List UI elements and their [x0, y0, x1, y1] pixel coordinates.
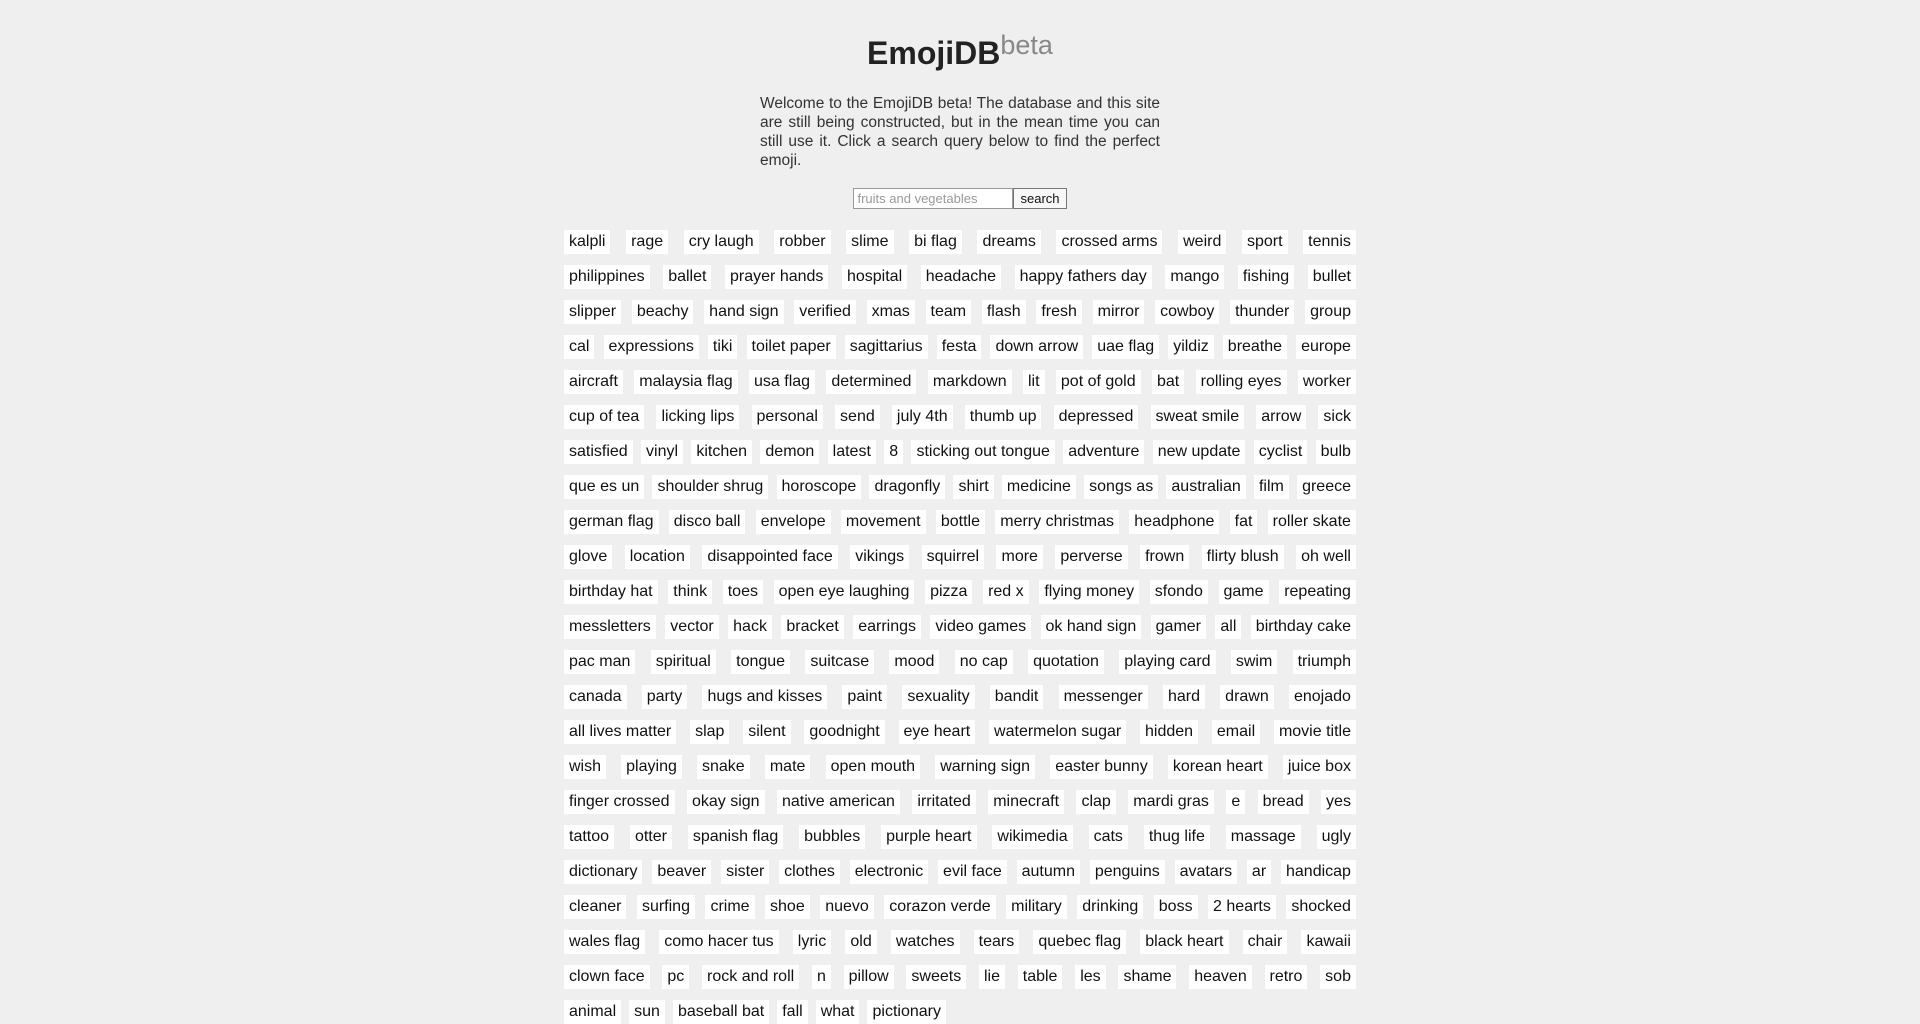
search-query-tag[interactable]: autumn	[1017, 860, 1080, 884]
search-query-tag[interactable]: kitchen	[691, 440, 752, 464]
search-query-tag[interactable]: toes	[723, 580, 763, 604]
search-query-tag[interactable]: bulb	[1316, 440, 1356, 464]
search-query-tag[interactable]: que es un	[564, 475, 644, 499]
search-query-tag[interactable]: pizza	[925, 580, 972, 604]
search-query-tag[interactable]: location	[625, 545, 690, 569]
search-query-tag[interactable]: fishing	[1238, 265, 1294, 289]
search-query-tag[interactable]: earrings	[853, 615, 921, 639]
search-query-tag[interactable]: boss	[1154, 895, 1198, 919]
search-query-tag[interactable]: dragonfly	[869, 475, 945, 499]
search-query-tag[interactable]: weird	[1178, 230, 1226, 254]
search-query-tag[interactable]: determined	[826, 370, 916, 394]
search-query-tag[interactable]: flash	[982, 300, 1026, 324]
search-query-tag[interactable]: playing card	[1119, 650, 1215, 674]
search-query-tag[interactable]: ok hand sign	[1041, 615, 1142, 639]
search-query-tag[interactable]: all lives matter	[564, 720, 676, 744]
search-query-tag[interactable]: australian	[1166, 475, 1245, 499]
search-query-tag[interactable]: hugs and kisses	[702, 685, 827, 709]
search-query-tag[interactable]: send	[835, 405, 880, 429]
search-query-tag[interactable]: horoscope	[777, 475, 862, 499]
search-query-tag[interactable]: surfing	[637, 895, 695, 919]
search-query-tag[interactable]: sexuality	[902, 685, 974, 709]
search-query-tag[interactable]: yes	[1321, 790, 1356, 814]
search-query-tag[interactable]: rock and roll	[702, 965, 799, 989]
search-query-tag[interactable]: beachy	[632, 300, 694, 324]
search-query-tag[interactable]: mate	[765, 755, 811, 779]
search-query-tag[interactable]: team	[926, 300, 972, 324]
search-query-tag[interactable]: film	[1254, 475, 1289, 499]
search-query-tag[interactable]: latest	[828, 440, 876, 464]
search-query-tag[interactable]: tongue	[731, 650, 790, 674]
search-query-tag[interactable]: satisfied	[564, 440, 633, 464]
search-query-tag[interactable]: swim	[1231, 650, 1277, 674]
search-query-tag[interactable]: paint	[842, 685, 887, 709]
search-query-tag[interactable]: cats	[1089, 825, 1128, 849]
search-query-tag[interactable]: 8	[884, 440, 903, 464]
search-query-tag[interactable]: squirrel	[922, 545, 984, 569]
search-query-tag[interactable]: shoe	[765, 895, 810, 919]
search-query-tag[interactable]: wikimedia	[992, 825, 1072, 849]
search-query-tag[interactable]: german flag	[564, 510, 659, 534]
search-query-tag[interactable]: hospital	[842, 265, 907, 289]
search-query-tag[interactable]: group	[1305, 300, 1356, 324]
search-query-tag[interactable]: corazon verde	[884, 895, 995, 919]
search-query-tag[interactable]: glove	[564, 545, 612, 569]
search-query-tag[interactable]: think	[668, 580, 712, 604]
search-query-tag[interactable]: songs as	[1084, 475, 1158, 499]
search-query-tag[interactable]: nuevo	[820, 895, 874, 919]
search-query-tag[interactable]: sticking out tongue	[911, 440, 1054, 464]
search-query-tag[interactable]: mirror	[1093, 300, 1145, 324]
search-query-tag[interactable]: spiritual	[651, 650, 716, 674]
search-query-tag[interactable]: watches	[891, 930, 960, 954]
search-query-tag[interactable]: down arrow	[990, 335, 1083, 359]
search-query-tag[interactable]: pc	[662, 965, 689, 989]
search-query-tag[interactable]: disappointed face	[702, 545, 837, 569]
search-query-tag[interactable]: thunder	[1230, 300, 1294, 324]
search-query-tag[interactable]: sick	[1318, 405, 1356, 429]
search-query-tag[interactable]: heaven	[1189, 965, 1252, 989]
search-query-tag[interactable]: canada	[564, 685, 627, 709]
search-query-tag[interactable]: flirty blush	[1202, 545, 1284, 569]
search-query-tag[interactable]: les	[1075, 965, 1105, 989]
search-query-tag[interactable]: sport	[1242, 230, 1288, 254]
search-query-tag[interactable]: arrow	[1256, 405, 1306, 429]
search-query-tag[interactable]: purple heart	[881, 825, 976, 849]
search-query-tag[interactable]: massage	[1226, 825, 1301, 849]
search-query-tag[interactable]: philippines	[564, 265, 650, 289]
search-query-tag[interactable]: pot of gold	[1056, 370, 1141, 394]
search-query-tag[interactable]: electronic	[850, 860, 928, 884]
search-query-tag[interactable]: xmas	[867, 300, 915, 324]
search-query-tag[interactable]: prayer hands	[725, 265, 828, 289]
search-query-tag[interactable]: sweets	[906, 965, 966, 989]
search-query-tag[interactable]: cowboy	[1155, 300, 1219, 324]
search-query-tag[interactable]: rolling eyes	[1196, 370, 1287, 394]
search-query-tag[interactable]: slipper	[564, 300, 621, 324]
search-query-tag[interactable]: hidden	[1140, 720, 1198, 744]
search-query-tag[interactable]: rage	[626, 230, 668, 254]
search-query-tag[interactable]: shame	[1118, 965, 1176, 989]
search-query-tag[interactable]: bubbles	[799, 825, 865, 849]
search-query-tag[interactable]: kalpli	[564, 230, 610, 254]
search-query-tag[interactable]: robber	[774, 230, 830, 254]
search-query-tag[interactable]: fall	[777, 1000, 807, 1024]
search-query-tag[interactable]: happy fathers day	[1015, 265, 1152, 289]
search-query-tag[interactable]: juice box	[1283, 755, 1356, 779]
search-query-tag[interactable]: watermelon sugar	[989, 720, 1126, 744]
search-query-tag[interactable]: july 4th	[892, 405, 953, 429]
search-query-tag[interactable]: lie	[979, 965, 1005, 989]
search-query-tag[interactable]: military	[1006, 895, 1067, 919]
search-query-tag[interactable]: snake	[697, 755, 750, 779]
search-query-tag[interactable]: easter bunny	[1050, 755, 1153, 779]
search-query-tag[interactable]: all	[1215, 615, 1241, 639]
search-query-tag[interactable]: bread	[1258, 790, 1309, 814]
search-query-tag[interactable]: drinking	[1077, 895, 1143, 919]
search-query-tag[interactable]: disco ball	[669, 510, 746, 534]
search-query-tag[interactable]: 2 hearts	[1208, 895, 1276, 919]
search-query-tag[interactable]: open mouth	[826, 755, 921, 779]
search-query-tag[interactable]: vikings	[850, 545, 909, 569]
search-query-tag[interactable]: irritated	[912, 790, 975, 814]
search-query-tag[interactable]: malaysia flag	[634, 370, 737, 394]
search-query-tag[interactable]: cyclist	[1254, 440, 1308, 464]
search-query-tag[interactable]: expressions	[604, 335, 699, 359]
page-title	[564, 24, 1356, 74]
search-query-tag[interactable]: adventure	[1063, 440, 1144, 464]
search-query-tag[interactable]: more	[996, 545, 1042, 569]
search-query-tag[interactable]: native american	[777, 790, 900, 814]
search-query-tag[interactable]: quotation	[1028, 650, 1104, 674]
search-query-tag[interactable]: lit	[1023, 370, 1045, 394]
search-query-tag[interactable]: red x	[983, 580, 1029, 604]
search-query-tag[interactable]: movie title	[1274, 720, 1356, 744]
search-query-tag[interactable]: ugly	[1317, 825, 1356, 849]
search-query-tag[interactable]: tennis	[1303, 230, 1356, 254]
search-query-tag[interactable]: sun	[629, 1000, 665, 1024]
search-query-tag[interactable]: cry laugh	[684, 230, 759, 254]
search-query-tag[interactable]: toilet paper	[747, 335, 836, 359]
search-query-tag[interactable]: sweat smile	[1151, 405, 1245, 429]
search-query-tag[interactable]: roller skate	[1268, 510, 1356, 534]
search-query-tag[interactable]: kawaii	[1301, 930, 1355, 954]
search-query-tag[interactable]: repeating	[1279, 580, 1356, 604]
search-query-tag[interactable]: n	[812, 965, 831, 989]
search-query-tag[interactable]: party	[642, 685, 688, 709]
search-query-tag[interactable]: greece	[1297, 475, 1356, 499]
search-query-tag[interactable]: mardi gras	[1128, 790, 1214, 814]
search-query-tag[interactable]: merry christmas	[995, 510, 1119, 534]
search-query-tag[interactable]: headphone	[1129, 510, 1219, 534]
search-query-tag[interactable]: flying money	[1039, 580, 1139, 604]
search-query-tag[interactable]: no cap	[955, 650, 1013, 674]
search-query-tag[interactable]: frown	[1140, 545, 1189, 569]
search-query-tag[interactable]: game	[1219, 580, 1269, 604]
search-query-tag[interactable]: crime	[705, 895, 754, 919]
search-query-tag[interactable]: thumb up	[965, 405, 1042, 429]
search-query-tag[interactable]: thug life	[1144, 825, 1210, 849]
search-query-tag[interactable]: birthday hat	[564, 580, 658, 604]
search-query-tag[interactable]: video games	[930, 615, 1031, 639]
search-query-tag[interactable]: new update	[1153, 440, 1246, 464]
search-query-tag[interactable]: vector	[665, 615, 719, 639]
search-query-tag[interactable]: spanish flag	[688, 825, 783, 849]
search-query-tag[interactable]: silent	[743, 720, 790, 744]
search-query-tag[interactable]: evil face	[938, 860, 1007, 884]
search-query-tag[interactable]: playing	[621, 755, 682, 779]
search-query-tag[interactable]: pac man	[564, 650, 635, 674]
welcome-text: Welcome to the EmojiDB beta! The database and this site are still being constructed, but in the mean time you can still use it. Click a search query below to find the perfect emoji.	[760, 95, 1160, 169]
search-query-tag[interactable]: minecraft	[988, 790, 1064, 814]
search-query-tag[interactable]: retro	[1265, 965, 1308, 989]
search-query-tag[interactable]: ar	[1247, 860, 1271, 884]
search-query-tag[interactable]: oh well	[1296, 545, 1356, 569]
search-query-tag[interactable]: worker	[1298, 370, 1356, 394]
search-query-tag[interactable]: dictionary	[564, 860, 642, 884]
search-query-tag[interactable]: okay sign	[687, 790, 765, 814]
search-query-tag[interactable]: uae flag	[1092, 335, 1159, 359]
search-query-tag[interactable]: clap	[1076, 790, 1115, 814]
search-query-tag[interactable]: vinyl	[641, 440, 683, 464]
search-query-tag[interactable]: cleaner	[564, 895, 626, 919]
search-query-tag[interactable]: bandit	[990, 685, 1044, 709]
search-query-tag[interactable]: hand sign	[704, 300, 783, 324]
search-query-tag[interactable]: suitcase	[805, 650, 874, 674]
search-query-tag[interactable]: breathe	[1223, 335, 1287, 359]
search-query-tag[interactable]: mango	[1165, 265, 1224, 289]
search-query-tag[interactable]: bracket	[781, 615, 843, 639]
search-query-tag[interactable]: clown face	[564, 965, 650, 989]
search-query-tag[interactable]: mood	[889, 650, 939, 674]
search-query-tag[interactable]: gamer	[1151, 615, 1206, 639]
search-query-tag[interactable]: sister	[721, 860, 769, 884]
search-query-tag[interactable]: black heart	[1140, 930, 1228, 954]
search-query-tag[interactable]: bottle	[936, 510, 985, 534]
search-query-tag[interactable]: crossed arms	[1056, 230, 1162, 254]
search-query-tag[interactable]: aircraft	[564, 370, 623, 394]
search-query-tag[interactable]: medicine	[1002, 475, 1076, 499]
search-query-tag[interactable]: envelope	[756, 510, 831, 534]
search-query-tag[interactable]: sagittarius	[845, 335, 928, 359]
search-query-tag[interactable]: demon	[760, 440, 819, 464]
search-query-tag[interactable]: usa flag	[749, 370, 815, 394]
search-query-tag[interactable]: festa	[937, 335, 982, 359]
search-query-tag[interactable]: yildiz	[1168, 335, 1214, 359]
search-query-tag[interactable]: hack	[728, 615, 772, 639]
search-query-tag[interactable]: shirt	[953, 475, 993, 499]
search-query-tag[interactable]: licking lips	[656, 405, 739, 429]
search-query-tag[interactable]: chair	[1243, 930, 1288, 954]
search-query-tag[interactable]: eye heart	[899, 720, 976, 744]
search-query-tag[interactable]: messenger	[1059, 685, 1148, 709]
search-query-tag[interactable]: movement	[841, 510, 926, 534]
search-query-tag[interactable]: pictionary	[867, 1000, 945, 1024]
search-query-tag[interactable]: depressed	[1054, 405, 1139, 429]
search-bar	[564, 188, 1356, 209]
search-query-tag[interactable]: pillow	[844, 965, 894, 989]
search-query-tag[interactable]: sfondo	[1150, 580, 1208, 604]
search-query-tag[interactable]: baseball bat	[673, 1000, 769, 1024]
search-query-tag[interactable]: shocked	[1286, 895, 1356, 919]
search-query-tag[interactable]: messletters	[564, 615, 656, 639]
search-query-tag[interactable]: headache	[921, 265, 1001, 289]
search-query-tag[interactable]: markdown	[928, 370, 1012, 394]
search-query-tag[interactable]: finger crossed	[564, 790, 675, 814]
search-query-tag[interactable]: penguins	[1090, 860, 1165, 884]
search-query-tag[interactable]: tears	[974, 930, 1020, 954]
search-query-tag[interactable]: cup of tea	[564, 405, 644, 429]
search-query-tag[interactable]: fresh	[1036, 300, 1082, 324]
search-query-tag[interactable]: quebec flag	[1033, 930, 1126, 954]
search-query-tag[interactable]: beaver	[652, 860, 711, 884]
search-button[interactable]: search	[1013, 188, 1066, 209]
search-query-tag[interactable]: animal	[564, 1000, 621, 1024]
search-query-tag[interactable]: tattoo	[564, 825, 614, 849]
search-query-tag[interactable]: bat	[1152, 370, 1184, 394]
search-query-tag[interactable]: e	[1226, 790, 1245, 814]
search-query-tag[interactable]: bullet	[1308, 265, 1356, 289]
search-query-tag[interactable]: ballet	[663, 265, 711, 289]
search-query-tag[interactable]: clothes	[779, 860, 840, 884]
search-query-tag[interactable]: lyric	[793, 930, 831, 954]
search-query-tag[interactable]: verified	[794, 300, 856, 324]
search-query-tag[interactable]: slime	[846, 230, 893, 254]
search-query-tag[interactable]: enojado	[1289, 685, 1356, 709]
search-query-tag[interactable]: korean heart	[1168, 755, 1268, 779]
search-query-tag[interactable]: otter	[630, 825, 672, 849]
search-query-tag[interactable]: open eye laughing	[774, 580, 915, 604]
search-query-tag[interactable]: fat	[1230, 510, 1258, 534]
search-query-tag[interactable]: warning sign	[935, 755, 1035, 779]
search-query-tag[interactable]: sob	[1320, 965, 1356, 989]
site-name: EmojiDB	[867, 35, 1001, 71]
search-query-tag[interactable]: shoulder shrug	[652, 475, 768, 499]
search-query-tag[interactable]: old	[845, 930, 876, 954]
search-query-tag[interactable]: table	[1018, 965, 1063, 989]
search-query-tag[interactable]: wish	[564, 755, 606, 779]
search-query-tag[interactable]: handicap	[1281, 860, 1356, 884]
search-query-tag[interactable]: slap	[690, 720, 729, 744]
tag-cloud	[564, 230, 1356, 1024]
search-query-tag[interactable]: como hacer tus	[659, 930, 778, 954]
search-query-tag[interactable]: email	[1212, 720, 1260, 744]
beta-badge: beta	[1000, 30, 1053, 60]
search-query-tag[interactable]: goodnight	[804, 720, 884, 744]
search-query-tag[interactable]: personal	[752, 405, 823, 429]
search-query-tag[interactable]: wales flag	[564, 930, 645, 954]
search-input[interactable]	[853, 188, 1013, 209]
search-query-tag[interactable]: avatars	[1175, 860, 1237, 884]
search-query-tag[interactable]: dreams	[977, 230, 1040, 254]
search-query-tag[interactable]: cal	[564, 335, 594, 359]
page-container	[564, 0, 1356, 1024]
search-query-tag[interactable]: perverse	[1055, 545, 1127, 569]
search-query-tag[interactable]: europe	[1296, 335, 1356, 359]
search-query-tag[interactable]: what	[816, 1000, 860, 1024]
search-query-tag[interactable]: tiki	[708, 335, 738, 359]
search-query-tag[interactable]: birthday cake	[1251, 615, 1356, 639]
search-query-tag[interactable]: drawn	[1220, 685, 1274, 709]
search-query-tag[interactable]: hard	[1163, 685, 1205, 709]
search-query-tag[interactable]: bi flag	[909, 230, 962, 254]
search-query-tag[interactable]: triumph	[1293, 650, 1356, 674]
